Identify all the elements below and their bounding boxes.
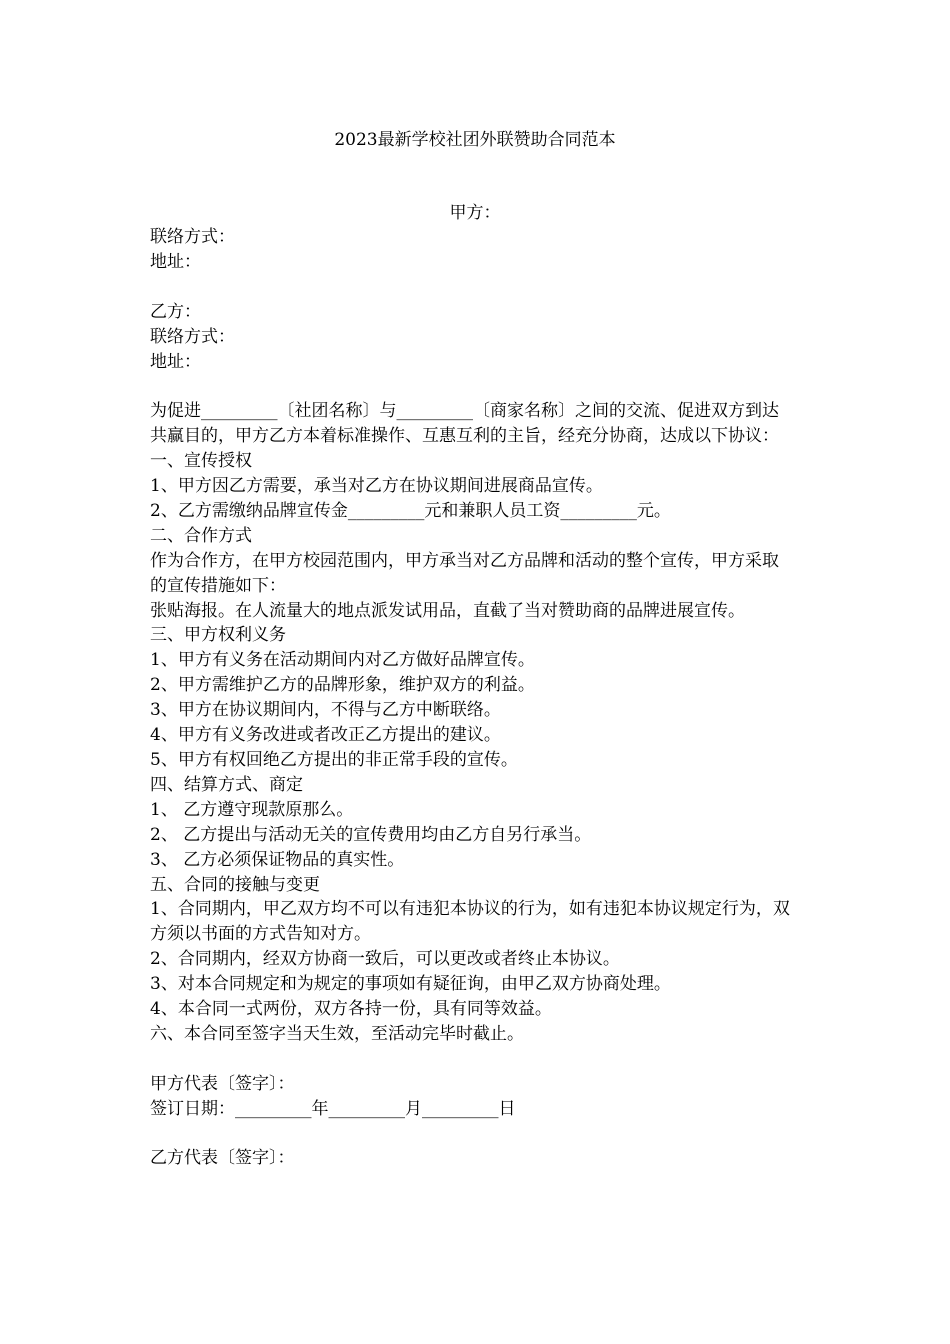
party-a-contact: 联络方式： — [150, 227, 235, 247]
party-b-address: 地址： — [150, 351, 201, 372]
clause-4-3: 3、 乙方必须保证物品的真实性。 — [150, 849, 405, 870]
clause-3-4: 4、甲方有义务改进或者改正乙方提出的建议。 — [150, 725, 501, 746]
blank-line — [150, 1047, 795, 1072]
clause-1-2: 2、乙方需缴纳品牌宣传金_________元和兼职人员工资_________元。 — [150, 500, 671, 521]
party-a-signature: 甲方代表〔签字〕： — [150, 1073, 295, 1094]
clause-5-2: 2、合同期内，经双方协商一致后，可以更改或者终止本协议。 — [150, 949, 620, 970]
clause-2-2: 张贴海报。在人流量大的地点派发试用品，直截了当对赞助商的品牌进展宣传。 — [150, 600, 745, 621]
party-a-address: 地址： — [150, 251, 201, 272]
blank-line — [150, 1122, 795, 1147]
document-body — [150, 225, 795, 1171]
clause-3-1: 1、甲方有义务在活动期间内对乙方做好品牌宣传。 — [150, 650, 535, 671]
party-b-contact: 联络方式： — [150, 326, 235, 347]
document-title: 2023最新学校社团外联赞助合同范本 — [334, 130, 616, 150]
signing-date: 签订日期：_________年_________月_________日 — [150, 1098, 516, 1119]
clause-3-3: 3、甲方在协议期间内，不得与乙方中断联络。 — [150, 700, 501, 721]
blank-line — [150, 275, 795, 300]
clause-5-1: 1、合同期内，甲乙双方均不可以有违犯本协议的行为，如有违犯本协议规定行为，双方须以书面的方式告知对方。 — [150, 899, 790, 945]
clause-1-1: 1、甲方因乙方需要，承当对乙方在协议期间进展商品宣传。 — [150, 476, 603, 497]
clause-5-4: 4、本合同一式两份，双方各持一份，具有同等效益。 — [150, 999, 552, 1020]
party-a-heading: 甲方： — [449, 203, 501, 223]
clause-3-2: 2、甲方需维护乙方的品牌形象，维护双方的利益。 — [150, 675, 535, 696]
preamble-paragraph: 为促进_________〔社团名称〕与_________〔商家名称〕之间的交流、促进双方到达共赢目的，甲方乙方本着标准操作、互惠互利的主旨，经充分协商，达成以下协议： — [150, 401, 779, 447]
section-heading-2: 二、合作方式 — [150, 525, 252, 546]
party-b-signature: 乙方代表〔签字〕： — [150, 1148, 295, 1169]
clause-4-2: 2、 乙方提出与活动无关的宣传费用均由乙方自另行承当。 — [150, 824, 592, 845]
clause-3-5: 5、甲方有权回绝乙方提出的非正常手段的宣传。 — [150, 750, 518, 770]
section-heading-1: 一、宣传授权 — [150, 451, 252, 472]
clause-5-3: 3、对本合同规定和为规定的事项如有疑征询，由甲乙双方协商处理。 — [150, 974, 671, 995]
section-heading-3: 三、甲方权利义务 — [150, 625, 286, 646]
clause-4-1: 1、 乙方遵守现款原那么。 — [150, 799, 354, 820]
section-heading-5: 五、合同的接触与变更 — [150, 874, 320, 895]
section-heading-6: 六、本合同至签字当天生效，至活动完毕时截止。 — [150, 1023, 524, 1044]
clause-2-1: 作为合作方，在甲方校园范围内，甲方承当对乙方品牌和活动的整个宣传，甲方采取的宣传措施如下： — [150, 550, 779, 596]
blank-line — [150, 374, 795, 399]
party-b-heading: 乙方： — [150, 301, 201, 322]
section-heading-4: 四、结算方式、商定 — [150, 774, 303, 795]
